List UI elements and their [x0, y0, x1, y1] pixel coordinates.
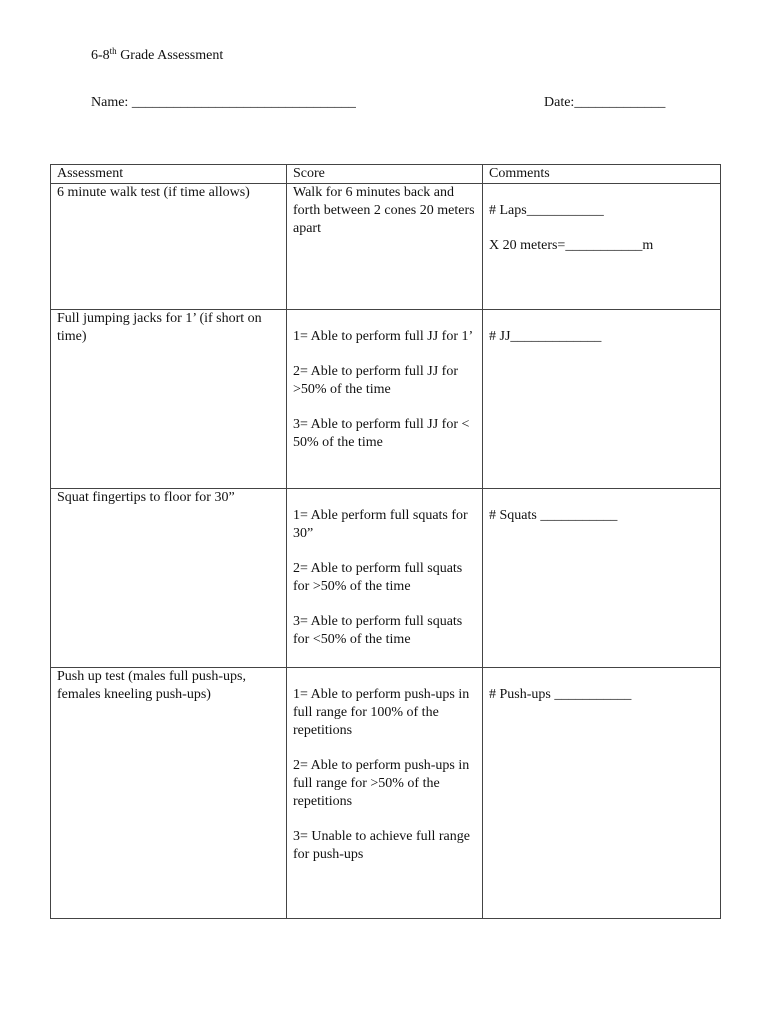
table-row-squats — [51, 489, 721, 668]
assessment-cell: Squat fingertips to floor for 30” — [51, 489, 287, 668]
comments-cell[interactable] — [483, 310, 721, 489]
score-level-2: 2= Able to perform push-ups in full range for >50% of the repetitions — [293, 758, 470, 809]
column-header-comments: Comments — [483, 165, 721, 184]
squats-count-field[interactable]: # Squats ___________ — [489, 508, 618, 523]
table-row-jumping-jacks — [51, 310, 721, 489]
assessment-table — [50, 164, 721, 919]
table-row-push-ups — [51, 668, 721, 919]
meters-field[interactable]: X 20 meters=___________m — [489, 238, 654, 253]
score-level-3: 3= Able to perform full JJ for < 50% of the time — [293, 417, 470, 450]
push-ups-count-field[interactable]: # Push-ups ___________ — [489, 687, 632, 702]
column-header-assessment: Assessment — [51, 165, 287, 184]
name-field[interactable]: Name: ________________________________ — [91, 95, 356, 110]
score-level-3: 3= Unable to achieve full range for push-ups — [293, 829, 470, 862]
score-level-1: 1= Able perform full squats for 30” — [293, 508, 468, 541]
score-level-2: 2= Able to perform full JJ for >50% of the time — [293, 364, 458, 397]
laps-field[interactable]: # Laps___________ — [489, 203, 604, 218]
score-cell — [287, 184, 483, 310]
score-level-2: 2= Able to perform full squats for >50% of the time — [293, 561, 463, 594]
table-header-row — [51, 165, 721, 184]
score-level-1: 1= Able to perform push-ups in full range for 100% of the repetitions — [293, 687, 470, 738]
title-superscript: th — [109, 46, 117, 56]
jj-count-field[interactable]: # JJ_____________ — [489, 329, 602, 344]
comments-cell[interactable] — [483, 668, 721, 919]
assessment-cell: Full jumping jacks for 1’ (if short on time) — [51, 310, 287, 489]
score-description: Walk for 6 minutes back and forth between 2 cones 20 meters apart — [293, 185, 475, 236]
score-level-3: 3= Able to perform full squats for <50% of the time — [293, 614, 463, 647]
assessment-cell: Push up test (males full push-ups, females kneeling push-ups) — [51, 668, 287, 919]
assessment-cell: 6 minute walk test (if time allows) — [51, 184, 287, 310]
date-field[interactable]: Date:_____________ — [544, 95, 666, 110]
score-cell — [287, 489, 483, 668]
score-cell — [287, 668, 483, 919]
score-cell — [287, 310, 483, 489]
page-title: 6-8th Grade Assessment — [91, 46, 224, 63]
table-row-walk-test — [51, 184, 721, 310]
comments-cell[interactable] — [483, 489, 721, 668]
column-header-score: Score — [287, 165, 483, 184]
comments-cell[interactable] — [483, 184, 721, 310]
score-level-1: 1= Able to perform full JJ for 1’ — [293, 329, 474, 344]
